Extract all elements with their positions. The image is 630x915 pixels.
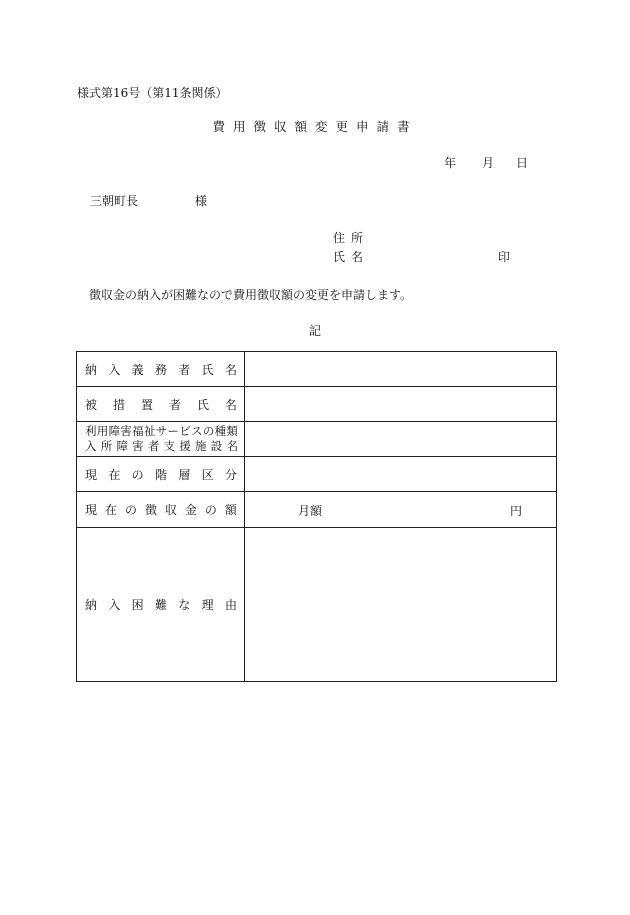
document-title: 費用徴収額変更申請書: [212, 119, 418, 134]
difficulty-reason-label-cell: [77, 528, 245, 682]
service-type-field[interactable]: [245, 422, 557, 457]
table-row-placed-person: [77, 387, 557, 422]
placed-person-name-field[interactable]: [245, 387, 557, 422]
table-row-payer: [77, 352, 557, 387]
form-number: 様式第16号（第11条関係）: [77, 86, 228, 100]
recipient-honorific: 様: [195, 194, 208, 208]
placed-person-label-cell: [77, 387, 245, 422]
payer-name-field[interactable]: [245, 352, 557, 387]
recipient-name: 三朝町長: [90, 194, 139, 208]
applicant-address-label: 住所: [333, 231, 370, 245]
monthly-amount-label: 月額: [298, 504, 323, 518]
table-row-current-tier: [77, 457, 557, 492]
current-tier-field[interactable]: [245, 457, 557, 492]
request-statement: 徴収金の納入が困難なので費用徴収額の変更を申請します。: [89, 288, 413, 302]
seal-mark: 印: [498, 250, 511, 264]
table-row-service-type: [77, 422, 557, 457]
service-type-label-cell: [77, 422, 245, 457]
table-row-difficulty-reason: [77, 528, 557, 682]
current-tier-label: 現 在 の 階 層 区 分: [85, 467, 237, 482]
difficulty-reason-field[interactable]: [245, 528, 557, 682]
current-tier-label-cell: [77, 457, 245, 492]
current-amount-label: 現 在 の 徴 収 金 の 額: [85, 503, 237, 517]
date-day-label: 日: [516, 156, 529, 170]
placed-person-name-label: 被 措 置 者 氏 名: [85, 397, 237, 412]
application-form-table: [76, 351, 557, 682]
applicant-name-label: 氏名: [333, 250, 370, 264]
date-month-label: 月: [482, 156, 495, 170]
ki-note-mark: 記: [308, 324, 321, 338]
facility-name-label: 入 所 障 害 者 支 援 施 設 名: [85, 439, 238, 453]
payer-name-label: 納 入 義 務 者 氏 名: [85, 362, 237, 377]
current-amount-field[interactable]: [245, 492, 557, 528]
date-year-label: 年: [444, 156, 457, 170]
service-type-label: 利 用 障 害 福 祉 サ ー ビ ス の 種 類: [85, 424, 238, 438]
yen-unit-label: 円: [509, 504, 522, 518]
table-row-current-amount: [77, 492, 557, 528]
current-amount-label-cell: [77, 492, 245, 528]
payer-name-label-cell: [77, 352, 245, 387]
difficulty-reason-label: 納 入 困 難 な 理 由: [85, 598, 237, 612]
